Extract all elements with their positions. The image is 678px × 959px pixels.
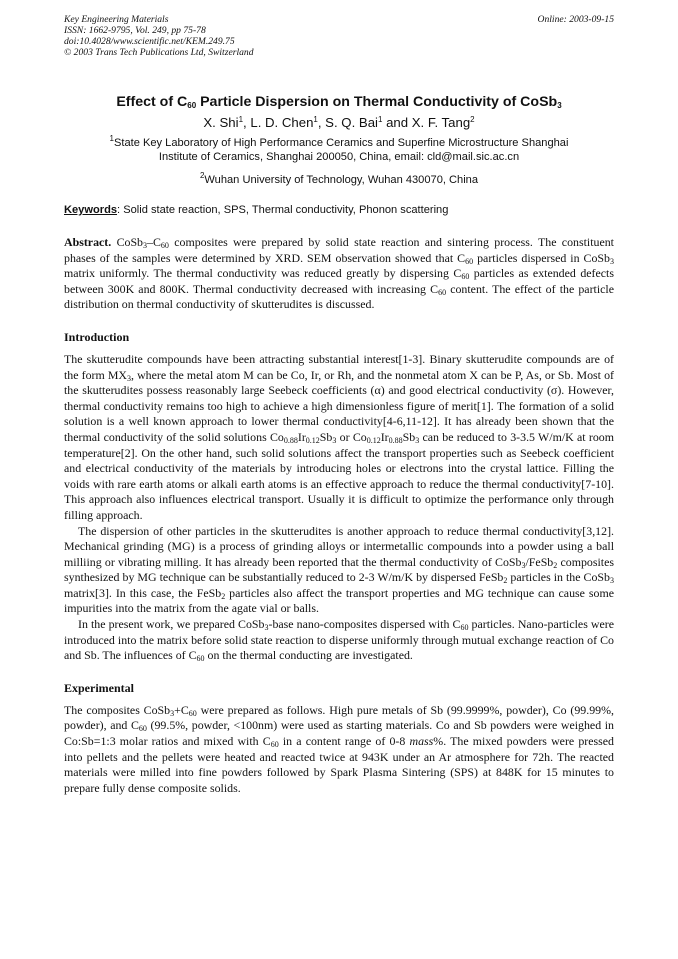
journal-issn: ISSN: 1662-9795, Vol. 249, pp 75-78 — [64, 25, 206, 36]
abstract-label: Abstract. — [64, 235, 112, 249]
paper-title: Effect of $C_{60}$ Particle Dispersion on Thermal Conductivity of CoSb$_3$ — [116, 94, 562, 110]
journal-name: Key Engineering Materials — [64, 14, 169, 25]
intro-paragraph: The skutterudite compounds have been attracting substantial interest[1-3]. Binary skutterudite compounds are of the form $MX_3$, where the metal atom M can be Co, Ir, or Rh, and the nonmetal atom X can be P, As, or Sb. Most of the skutterudites possess reasonably large Seebeck coefficients (α) and good electrical conductivity (σ). However, thermal conductivity remains too high to achieve a high dimensionless figure of merit[1]. The formation of a solid solution is a well known approach to lower thermal conductivity[4-6,11-12]. It has already been shown that the thermal conductivity of the solid solutions $Co_{0.88}Ir_{0.12}Sb_3$ or $Co_{0.12}Ir_{0.88}Sb_3$ can be reduced to 3-3.5 W/m/K at room temperature[2]. On the other hand, such solid solutions affect the transport properties such as Seebeck coefficient and electrical conductivity of the materials by introducing holes or electrons into the crystal lattice. Filling the voids with rare earth atoms or alkali earth atoms is an effective approach to reduce the thermal conductivity[7-10]. This approach also influences electrical transport. Usually it is difficult to optimize the performance only through filling approach. — [64, 351, 614, 522]
affiliation-2: $^2$Wuhan University of Technology, Wuhan 430070, China — [199, 171, 479, 186]
introduction-section — [64, 352, 614, 664]
journal-header — [64, 14, 614, 58]
journal-doi: doi:10.4028/www.scientific.net/KEM.249.75 — [64, 36, 235, 47]
keywords: Keywords: Solid state reaction, SPS, Thermal conductivity, Phonon scattering — [64, 204, 449, 216]
author-list: X. Shi$^1$, L. D. Chen$^1$, S. Q. Bai$^1$ and X. F. Tang$^2$ — [203, 115, 475, 130]
section-heading-experimental: Experimental — [64, 680, 134, 695]
experimental-section — [64, 703, 614, 797]
keywords-label: Keywords — [64, 204, 118, 216]
section-heading-introduction: Introduction — [64, 329, 130, 344]
journal-copyright: © 2003 Trans Tech Publications Ltd, Switzerland — [64, 47, 254, 58]
experimental-paragraph: The composites $CoSb_3+C_{60}$ were prepared as follows. High pure metals of Sb (99.9999%, powder), Co (99.99%, powder), and $C_{60}$ (99.5%, powder, <100nm) were used as starting materials. Co and Sb powders were weighed in Co:Sb=1:3 molar ratios and mixed with $C_{60}$ in a content range of 0-8 mass%. The mixed powders were pressed into pellets and the pellets were heated and reacted twice at 943K under an Ar atmosphere for 72h. The reacted materials were milled into fine powders followed by Spark Plasma Sintering (SPS) at 848K for 15 minutes to prepare fully dense composite solids. — [64, 702, 614, 795]
paper-page — [64, 14, 614, 796]
online-date: Online: 2003-09-15 — [537, 14, 614, 25]
intro-paragraph: The dispersion of other particles in the skutterudites is another approach to reduce thermal conductivity[3,12]. Mechanical grinding (MG) is a process of grinding alloys or intermetallic compounds into a powder using a ball milliing or vibrating milling. It has already been reported that the thermal conductivity of CoSb$_3$/FeSb$_2$ composites synthesized by MG technique can be substantially reduced to 2-3 W/m/K by dispersed FeSb$_2$ particles in the CoSb$_3$ matrix[3]. In this case, the FeSb$_2$ particles also affect the transport properties and MG technique can cause some impurities into the matrix from the agate vial or balls. — [64, 523, 615, 616]
affiliation-1: $^1$State Key Laboratory of High Performance Ceramics and Superfine Microstructure Shanghai Institute of Ceramics, Shanghai 200050, China, email: cld@mail.sic.ac.cn — [109, 134, 569, 163]
intro-paragraph: In the present work, we prepared CoSb$_3$-base nano-composites dispersed with $C_{60}$ particles. Nano-particles were introduced into the matrix before solid state reaction to disperse uniformly through mutual exchange reaction of Co and Sb. The influences of $C_{60}$ on the thermal conducting are investigated. — [64, 617, 614, 664]
abstract: Abstract. $CoSb_3-C_{60}$ composites were prepared by solid state reaction and sintering process. The constituent phases of the samples were determined by XRD. SEM observation showed that $C_{60}$ particles dispersed in CoSb$_3$ matrix uniformly. The thermal conductivity was reduced greatly by dispersing $C_{60}$ particles as extended defects between 300K and 800K. Thermal conductivity decreased with increasing $C_{60}$ content. The effect of the particle distribution on thermal conductivity of skutterudites is discussed. — [64, 235, 614, 312]
